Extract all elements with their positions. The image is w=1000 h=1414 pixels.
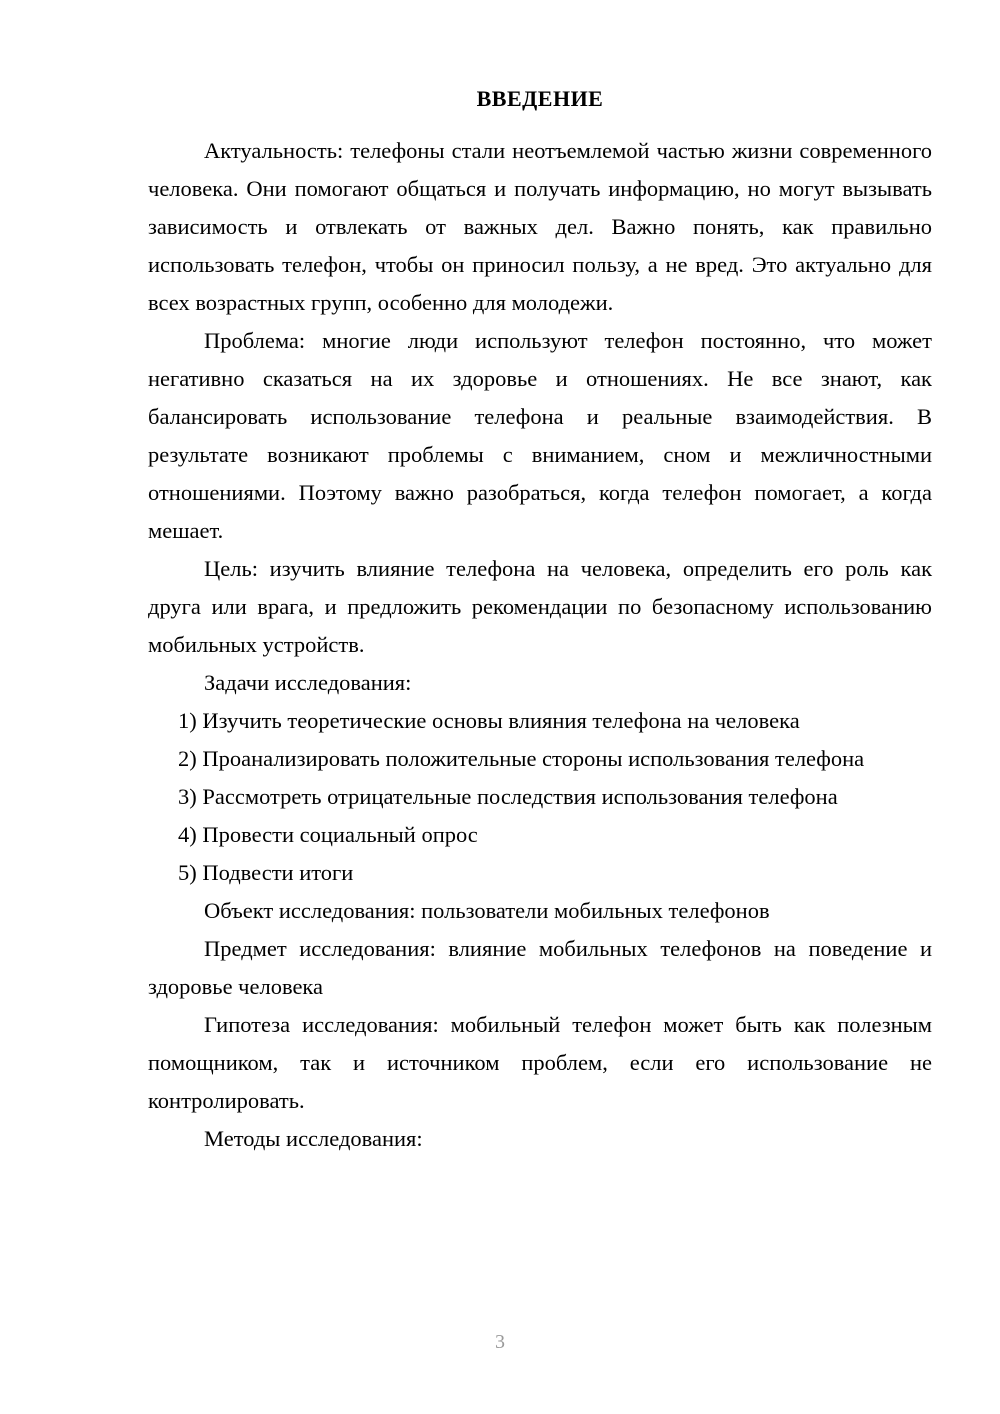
heading-tasks: Задачи исследования: [204, 670, 412, 695]
list-item: 1) Изучить теоретические основы влияния телефона на человека [178, 708, 800, 733]
list-item: 4) Провести социальный опрос [178, 822, 478, 847]
page-title: ВВЕДЕНИЕ [476, 86, 604, 111]
page-content [148, 88, 932, 1158]
paragraph-relevance: Актуальность: телефоны стали неотъемлемой частью жизни современного человека. Они помогают общаться и получать информацию, но могут вызывать зависимость и отвлекать от важных дел. Важно понять, как правильно использовать телефон, чтобы он приносил пользу, а не вред. Это актуально для всех возрастных групп, особенно для молодежи. [148, 138, 932, 315]
page-number: 3 [495, 1331, 505, 1353]
paragraph-problem: Проблема: многие люди используют телефон постоянно, что может негативно сказаться на их здоровье и отношениях. Не все знают, как балансировать использование телефона и реальные взаимодействия. В результате возникают проблемы с вниманием, сном и межличностными отношениями. Поэтому важно разобраться, когда телефон помогает, а когда мешает. [148, 328, 932, 543]
list-item: 2) Проанализировать положительные стороны использования телефона [178, 746, 865, 771]
paragraph-goal: Цель: изучить влияние телефона на человека, определить его роль как друга или врага, и предложить рекомендации по безопасному использованию мобильных устройств. [148, 556, 932, 657]
paragraph-object: Объект исследования: пользователи мобильных телефонов [204, 898, 770, 923]
heading-methods: Методы исследования: [204, 1126, 423, 1151]
list-item: 5) Подвести итоги [178, 860, 354, 885]
paragraph-hypothesis: Гипотеза исследования: мобильный телефон может быть как полезным помощником, так и источником проблем, если его использование не контролировать. [148, 1012, 932, 1113]
list-item: 3) Рассмотреть отрицательные последствия использования телефона [178, 784, 838, 809]
paragraph-subject: Предмет исследования: влияние мобильных телефонов на поведение и здоровье человека [148, 936, 932, 999]
